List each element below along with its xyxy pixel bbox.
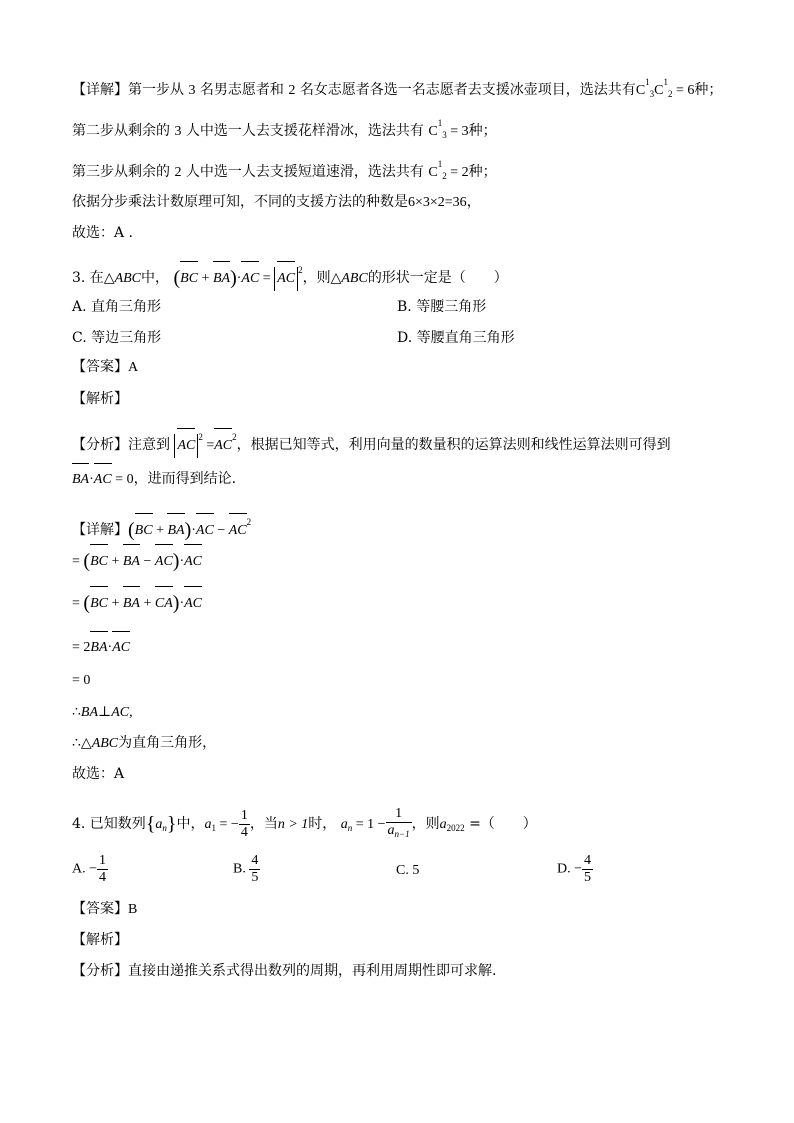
answer-tag: 【答案】 (72, 901, 128, 917)
fenxi-line-2 (72, 468, 236, 491)
combination-formula: $C^1_3 = 3$ (428, 118, 469, 140)
option-a: A. 直角三角形 (72, 299, 162, 315)
text: 种； (468, 123, 497, 139)
fenxi-line (72, 425, 671, 458)
text: 种； (468, 164, 497, 180)
answer-value: A (128, 360, 139, 375)
detail-step-3 (72, 591, 202, 616)
combination-formula: $C^1_3C^1_2 = 6$ (635, 77, 695, 99)
first-term: $a_1$ = − (204, 817, 239, 833)
option-b: B. $\frac{4}{5}$ (233, 853, 259, 885)
expression: = 0 (72, 673, 91, 688)
answer-value: B (128, 902, 138, 917)
answer-line (72, 357, 138, 378)
detail-line-3 (72, 154, 497, 186)
detail-line-1 (72, 72, 722, 104)
detail-step-5 (72, 670, 90, 691)
question-3-stem (72, 258, 508, 291)
text: 注意到 (128, 437, 170, 453)
text: 人中选一人去支援短道速滑，选法共有 (185, 164, 424, 180)
perp-symbol: ⊥ (98, 705, 112, 720)
condition: n > 1 (277, 817, 309, 832)
expression: = (BC + BA − AC)·AC (72, 550, 203, 572)
fenxi-line-q4 (72, 961, 496, 981)
text: 故选：A . (72, 225, 134, 241)
option-c: C. 等边三角形 (72, 330, 162, 346)
detail-tag: 【详解】 (72, 522, 128, 538)
detail-step-2 (72, 549, 202, 574)
dot-product-zero: BA·AC = 0 (72, 472, 134, 487)
number: 2 (288, 83, 296, 98)
text: ，进而得到结论. (133, 471, 237, 487)
therefore-symbol: ∴ (72, 705, 81, 720)
conclusion-line (72, 733, 216, 754)
text: 名男志愿者和 (199, 82, 284, 98)
expression: $(BC + BA)\cdot AC - AC^2$ (128, 517, 252, 541)
text: 种； (694, 82, 723, 98)
option-d: D. 等腰直角三角形 (397, 330, 515, 346)
question-4-stem (72, 804, 537, 848)
target-term: $a_{2022}$ (439, 817, 465, 833)
option-a: A. − $\frac{1}{4}$ (72, 853, 107, 885)
sequence-notation: $\{a_n\}$ (145, 813, 177, 835)
text: 3. 在 (72, 270, 104, 286)
option-d: D. − $\frac{4}{5}$ (557, 853, 592, 885)
detail-line-2 (72, 113, 497, 145)
fenxi-tag: 【分析】 (72, 437, 128, 453)
segment: BA (80, 705, 99, 720)
fraction: $\frac{1}{a_{n-1}}$ (387, 806, 410, 839)
analysis-line (72, 389, 128, 409)
text: ， (466, 194, 481, 210)
answer-line-q4 (72, 899, 137, 920)
text: 名女志愿者各选一名志愿者去支援冰壶项目，选法共有 (299, 82, 636, 98)
detail-tag: 【详解】 (72, 82, 128, 98)
answer-tag: 【答案】 (72, 359, 128, 375)
text: 4. 已知数列 (72, 816, 146, 832)
perp-line (72, 702, 133, 723)
triangle-abc: △ABC (80, 736, 119, 751)
triangle-abc: △ABC (330, 271, 368, 286)
vector-equation: $(BC + BA)\cdot AC = AC^2$ (173, 265, 303, 289)
segment: AC (111, 705, 130, 720)
detail-line-4 (72, 192, 481, 213)
analysis-tag: 【解析】 (72, 932, 128, 948)
expression: 6×3×2=36 (408, 195, 467, 210)
text: 直接由递推关系式得出数列的周期，再利用周期性即可求解. (128, 963, 497, 979)
text: 第三步从剩余的 (72, 164, 170, 180)
text: ，则 (411, 816, 440, 832)
analysis-tag: 【解析】 (72, 391, 128, 407)
text: ，则 (302, 270, 331, 286)
fraction: $\frac{1}{4}$ (240, 807, 248, 840)
detail-step-1 (72, 510, 251, 543)
therefore-symbol: ∴ (72, 736, 81, 751)
recurrence: $a_n = 1$ − (340, 817, 386, 833)
text: 第一步从 (128, 82, 184, 98)
expression: = (BC + BA + CA)·AC (72, 592, 203, 614)
number: 3 (188, 83, 196, 98)
option-c: C. 5 (396, 863, 420, 878)
number: 2 (174, 165, 182, 180)
text: 人中选一人去支援花样滑冰，选法共有 (185, 123, 424, 139)
text: ，当 (249, 816, 278, 832)
text: =（ ） (469, 816, 537, 832)
text: 第二步从剩余的 (72, 123, 170, 139)
text: 故选：A (72, 766, 125, 782)
number: 3 (174, 124, 182, 139)
text: 时， (308, 816, 337, 832)
text: 依据分步乘法计数原理可知，不同的支援方法的种数是 (72, 194, 408, 210)
norm-identity: $AC^2 =AC^2$ (174, 438, 236, 453)
text: ，根据已知等式，利用向量的数量积的运算法则和线性运算法则可得到 (236, 437, 671, 453)
fenxi-tag: 【分析】 (72, 963, 128, 979)
text: 中， (141, 270, 170, 286)
text: , (129, 705, 133, 720)
detail-step-4 (72, 636, 130, 659)
choose-line (72, 223, 133, 243)
expression: = 2BA·AC (72, 640, 130, 655)
choose-line-2 (72, 764, 124, 784)
text: 的形状一定是（ ） (367, 270, 508, 286)
text: 中， (176, 816, 205, 832)
combination-formula: $C^1_2 = 2$ (428, 159, 469, 181)
triangle-abc: △ABC (103, 271, 142, 286)
option-b: B. 等腰三角形 (397, 299, 487, 315)
analysis-line-q4 (72, 930, 128, 950)
text: 为直角三角形， (118, 735, 217, 751)
